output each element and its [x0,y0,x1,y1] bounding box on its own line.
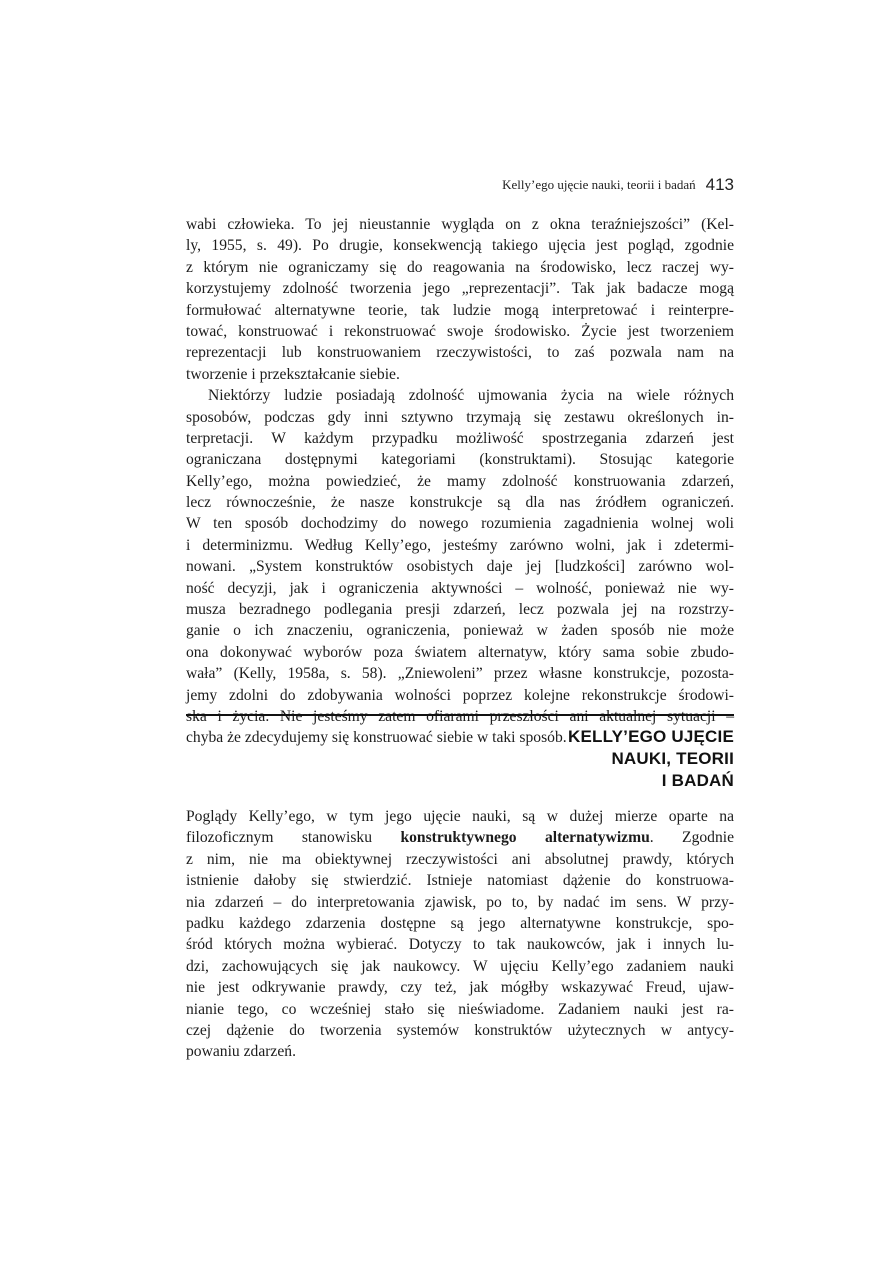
text-line: ona dokonywać wyborów poza światem alternatyw, który sama sobie zbudo- [186,643,734,661]
text-line: Kelly’ego, można powiedzieć, że mamy zdolność konstruowania zdarzeń, [186,472,734,490]
text-line: filozoficznym stanowisku konstruktywnego alternatywizmu. Zgodnie [186,829,735,847]
section-heading [334,726,734,792]
text-line: istnienie dałoby się stwierdzić. Istnieje natomiast dążenie do konstruowa- [186,872,734,890]
text-line: wała” (Kelly, 1958a, s. 58). „Zniewoleni” przez własne konstrukcje, pozosta- [186,665,734,683]
text-line: Niektórzy ludzie posiadają zdolność ujmowania życia na wiele różnych [208,387,734,405]
section-heading-line: I BADAŃ [661,771,734,790]
bold-term: konstruktywnego alternatywizmu [400,829,650,847]
text-line: śród których można wybierać. Dotyczy to tak naukowców, jak i innych lu- [186,936,734,954]
running-title: Kelly’ego ujęcie nauki, teorii i badań [502,177,696,192]
text-line: sposobów, podczas gdy inni sztywno trzymają się zestawu określonych in- [186,408,734,426]
text-line: ska i życia. Nie jesteśmy zatem ofiarami przeszłości ani aktualnej sytuacji – [186,707,734,725]
text-line: nie jest odkrywanie prawdy, czy też, jak mógłby wskazywać Freud, ujaw- [186,979,734,997]
text-line: W ten sposób dochodzimy do nowego rozumienia zagadnienia wolnej woli [186,515,734,533]
text-line: korzystujemy zdolność tworzenia jego „reprezentacji”. Tak jak badacze mogą [186,280,734,298]
body-text-block-2 [186,806,734,1063]
body-text-block-1 [186,214,734,749]
text-line: wabi człowieka. To jej nieustannie wygląda on z okna teraźniejszości” (Kel- [186,216,734,233]
text-line: lecz równocześnie, że nasze konstrukcje są dla nas źródłem ograniczeń. [186,494,734,512]
text-line: nowani. „System konstruktów osobistych daje jej [ludzkości] zarówno wol- [186,558,734,576]
running-header [186,175,734,195]
section-divider [186,714,734,716]
text-line: nia zdarzeń – do interpretowania zjawisk, po to, by nadać im sens. W przy- [186,893,734,911]
text-line: musza bezradnego podlegania presji zdarzeń, lecz pozwala jej na rozstrzy- [186,601,734,619]
text-line: ność decyzji, jak i ograniczenia aktywności – wolność, ponieważ nie wy- [186,579,734,597]
text-line: chyba że zdecydujemy się konstruować siebie w taki sposób. [186,729,567,747]
text-line: padku każdego zdarzenia dostępne są jego alternatywne konstrukcje, spo- [186,914,734,932]
text-line: reprezentacji lub konstruowaniem rzeczywistości, to zaś pozwala nam na [186,344,734,362]
section-heading-line: NAUKI, TEORII [611,749,734,768]
text-line: z nim, nie ma obiektywnej rzeczywistości ani absolutnej prawdy, których [186,850,734,868]
text-line: z którym nie ograniczamy się do reagowania na środowisko, lecz raczej wy- [186,258,734,276]
text-line: formułować alternatywne teorie, tak ludzie mogą interpretować i reinterpre- [186,301,734,319]
text-line: nianie tego, co wcześniej stało się nieświadome. Zadaniem nauki jest ra- [186,1000,734,1018]
text-line: czej dążenie do tworzenia systemów konstruktów użytecznych w antycy- [186,1021,734,1039]
section-heading-line: KELLY’EGO UJĘCIE [567,727,734,746]
text-line: tworzenie i przekształcanie siebie. [186,365,400,383]
text-line: ly, 1955, s. 49). Po drugie, konsekwencją takiego ujęcia jest pogląd, zgodnie [186,237,734,255]
text-line: ganie o ich znaczeniu, ograniczenia, ponieważ w żaden sposób nie może [186,622,734,640]
text-line: jemy zdolni do zdobywania wolności poprzez kolejne rekonstrukcje środowi- [186,686,734,704]
text-line: Poglądy Kelly’ego, w tym jego ujęcie nauki, są w dużej mierze oparte na [186,808,734,825]
text-line: powaniu zdarzeń. [186,1043,296,1061]
text-line: ograniczana dostępnymi kategoriami (konstruktami). Stosując kategorie [186,451,734,469]
page-number: 413 [705,175,734,194]
text-line: terpretacji. W każdym przypadku możliwość spostrzegania zdarzeń jest [186,429,734,447]
text-line: tować, konstruować i rekonstruować swoje środowisko. Życie jest tworzeniem [186,322,734,340]
text-line: dzi, zachowujących się jak naukowcy. W ujęciu Kelly’ego zadaniem nauki [186,957,734,975]
text-line: i determinizmu. Według Kelly’ego, jesteśmy zarówno wolni, jak i zdetermi- [186,536,734,554]
